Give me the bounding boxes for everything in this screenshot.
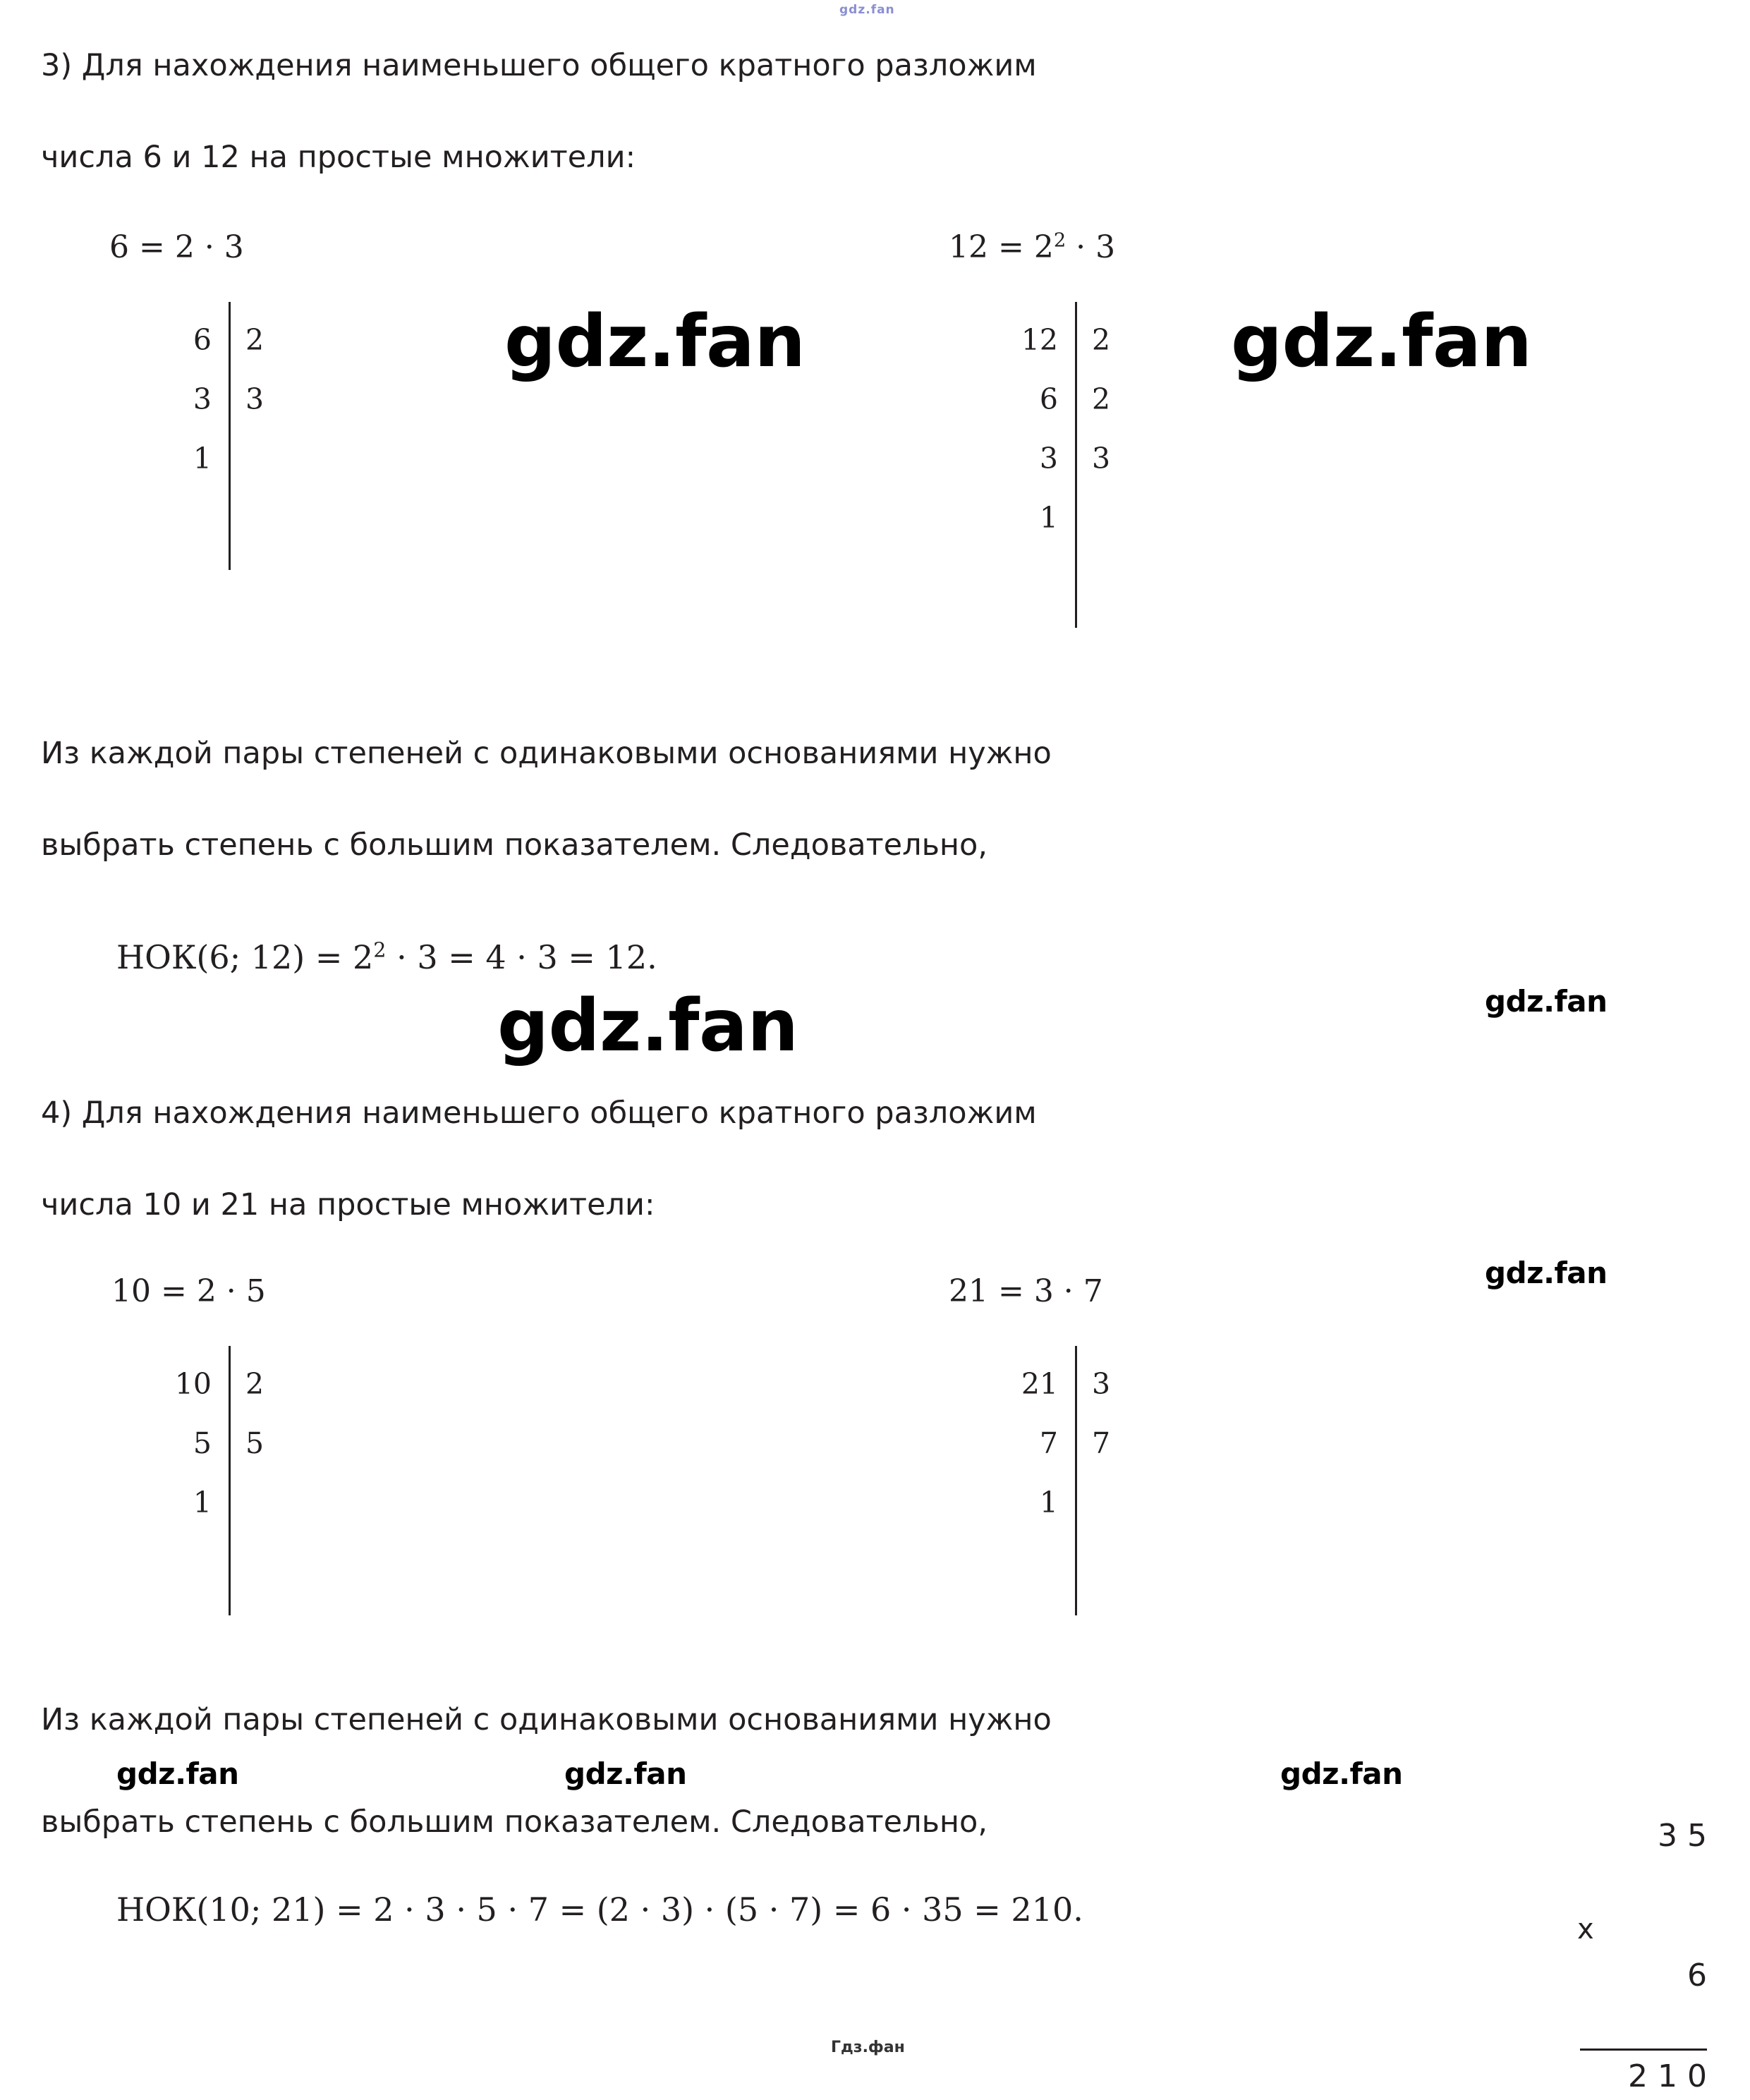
watermark: gdz.fan xyxy=(497,984,798,1068)
item3-right-ladder xyxy=(973,310,1157,607)
ladder-dividend: 1 xyxy=(1039,501,1058,535)
ladder-divider xyxy=(229,302,231,570)
item3-rule-line1: Из каждой пары степеней с одинаковыми основаниями нужно xyxy=(41,736,1052,771)
ladder-divisor: 2 xyxy=(245,1367,265,1401)
item4-left-factorization: 10 = 2 · 5 xyxy=(111,1273,266,1309)
item3-right-factorization-exponent: 2 xyxy=(1053,229,1067,252)
ladder-dividend: 21 xyxy=(1021,1367,1058,1401)
ladder-dividend: 6 xyxy=(1039,382,1058,416)
item3-result-prefix: НОК(6; 12) = 2 xyxy=(116,938,374,976)
item3-left-ladder xyxy=(127,310,310,543)
ladder-divisor: 2 xyxy=(1092,382,1111,416)
ladder-divisor: 2 xyxy=(1092,323,1111,357)
item4-rule-line1: Из каждой пары степеней с одинаковыми основаниями нужно xyxy=(41,1702,1052,1737)
item3-intro-line1: 3) Для нахождения наименьшего общего кратного разложим xyxy=(41,48,1037,83)
ladder-dividend: 1 xyxy=(193,1486,212,1519)
multiply-sign: х xyxy=(1577,1913,1594,1946)
item3-left-factorization: 6 = 2 · 3 xyxy=(109,229,244,265)
ladder-dividend: 1 xyxy=(1039,1486,1058,1519)
multiplier: 6 xyxy=(1687,1958,1707,1993)
item3-rule-line2: выбрать степень с большим показателем. Следовательно, xyxy=(41,827,988,863)
multiplication-column xyxy=(1577,1813,1707,2100)
item3-right-factorization-tail: · 3 xyxy=(1066,229,1116,265)
watermark: gdz.fan xyxy=(116,1756,239,1791)
ladder-divisor: 5 xyxy=(245,1426,265,1460)
ladder-divider xyxy=(1075,1346,1077,1615)
watermark: gdz.fan xyxy=(1485,1256,1608,1290)
watermark: gdz.fan xyxy=(1231,300,1532,384)
multiplicand: 3 5 xyxy=(1658,1818,1707,1854)
ladder-dividend: 3 xyxy=(1039,442,1058,475)
top-watermark: gdz.fan xyxy=(839,3,895,17)
item3-result-exponent: 2 xyxy=(373,938,387,962)
ladder-dividend: 1 xyxy=(193,442,212,475)
item4-intro-line1: 4) Для нахождения наименьшего общего кратного разложим xyxy=(41,1095,1037,1131)
item4-right-ladder xyxy=(973,1354,1157,1587)
watermark: gdz.fan xyxy=(564,1756,687,1791)
item3-right-factorization-base: 12 = 2 xyxy=(949,229,1054,265)
ladder-dividend: 5 xyxy=(193,1426,212,1460)
ladder-divider xyxy=(229,1346,231,1615)
item4-rule-line2: выбрать степень с большим показателем. Следовательно, xyxy=(41,1804,988,1840)
ladder-dividend: 12 xyxy=(1021,323,1058,357)
ladder-divisor: 3 xyxy=(245,382,265,416)
ladder-divisor: 3 xyxy=(1092,1367,1111,1401)
watermark: gdz.fan xyxy=(504,300,806,384)
ladder-dividend: 7 xyxy=(1039,1426,1058,1460)
item4-right-factorization: 21 = 3 · 7 xyxy=(949,1273,1103,1309)
ladder-divisor: 7 xyxy=(1092,1426,1111,1460)
ladder-dividend: 10 xyxy=(174,1367,212,1401)
watermark: gdz.fan xyxy=(1485,984,1608,1019)
item4-intro-line2: числа 10 и 21 на простые множители: xyxy=(41,1187,655,1222)
watermark: gdz.fan xyxy=(1280,1756,1403,1791)
ladder-dividend: 3 xyxy=(193,382,212,416)
item3-right-factorization xyxy=(949,229,1115,265)
item4-result: НОК(10; 21) = 2 · 3 · 5 · 7 = (2 · 3) · (5 · 7) = 6 · 35 = 210. xyxy=(116,1890,1083,1929)
ladder-divider xyxy=(1075,302,1077,628)
item3-result-tail: · 3 = 4 · 3 = 12. xyxy=(386,938,657,976)
item3-intro-line2: числа 6 и 12 на простые множители: xyxy=(41,140,636,175)
ladder-dividend: 6 xyxy=(193,323,212,357)
product: 2 1 0 xyxy=(1580,2049,1707,2100)
ladder-divisor: 2 xyxy=(245,323,265,357)
item4-left-ladder xyxy=(127,1354,310,1587)
footer-watermark: Гдз.фан xyxy=(831,2039,905,2056)
ladder-divisor: 3 xyxy=(1092,442,1111,475)
item3-result xyxy=(116,938,657,976)
